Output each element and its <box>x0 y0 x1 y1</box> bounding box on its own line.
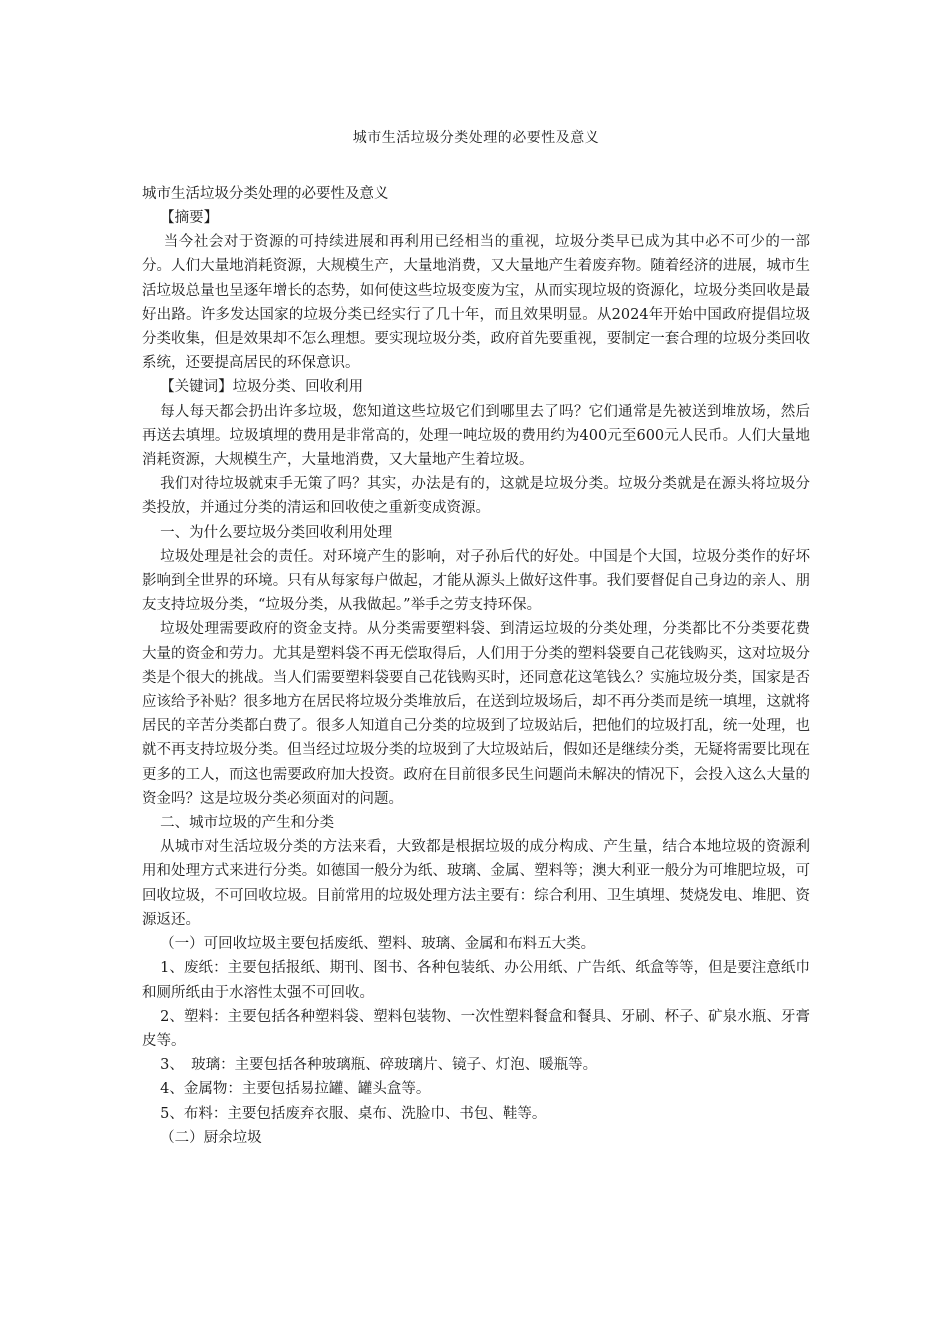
list-item: 5、布料：主要包括废弃衣服、桌布、洗脸巾、书包、鞋等。 <box>160 1105 547 1122</box>
body-paragraph: 垃圾处理是社会的责任。对环境产生的影响，对子孙后代的好处。中国是个大国，垃圾分类作的好坏影响到全世界的环境。只有从每家每户做起，才能从源头上做好这件事。我们要督促自己身边的亲人、朋友支持垃圾分类，“垃圾分类，从我做起。”举手之劳支持环保。 <box>142 548 810 614</box>
section-heading: 二、城市垃圾的产生和分类 <box>160 815 335 832</box>
document-page <box>142 128 810 1150</box>
list-item: 2、塑料：主要包括各种塑料袋、塑料包装物、一次性塑料餐盒和餐具、牙刷、杯子、矿泉水瓶、牙膏皮等。 <box>142 1008 810 1049</box>
body-paragraph: 每人每天都会扔出许多垃圾，您知道这些垃圾它们到哪里去了吗？它们通常是先被送到堆放场，然后再送去填埋。垃圾填埋的费用是非常高的，处理一吨垃圾的费用约为400元至600元人民币。人们大量地消耗资源，大规模生产，大量地消费，又大量地产生着垃圾。 <box>142 403 810 469</box>
list-item: 4、金属物：主要包括易拉罐、罐头盒等。 <box>160 1081 431 1098</box>
keywords: 【关键词】垃圾分类、回收利用 <box>160 379 364 396</box>
document-title: 城市生活垃圾分类处理的必要性及意义 <box>352 130 600 146</box>
body-paragraph: 垃圾处理需要政府的资金支持。从分类需要塑料袋、到清运垃圾的分类处理，分类都比不分类要花费大量的资金和劳力。尤其是塑料袋不再无偿取得后，人们用于分类的塑料袋要自己花钱购买，这对垃圾分类是个很大的挑战。当人们需要塑料袋要自己花钱购买时，还同意花这笔钱么？实施垃圾分类，国家是否应该给予补贴？很多地方在居民将垃圾分类堆放后，在送到垃圾场后，却不再分类而是统一填埋，这就将居民的辛苦分类都白费了。很多人知道自己分类的垃圾到了垃圾站后，把他们的垃圾打乱，统一处理，也就不再支持垃圾分类。但当经过垃圾分类的垃圾到了大垃圾站后，假如还是继续分类，无疑将需要比现在更多的工人，而这也需要政府加大投资。政府在目前很多民生问题尚未解决的情况下，会投入这么大量的资金吗？这是垃圾分类必须面对的问题。 <box>142 621 810 807</box>
list-item: 3、 玻璃：主要包括各种玻璃瓶、碎玻璃片、镜子、灯泡、暖瓶等。 <box>160 1057 598 1074</box>
section-heading: 一、为什么要垃圾分类回收利用处理 <box>160 524 393 541</box>
subsection-heading: （二）厨余垃圾 <box>160 1129 262 1146</box>
article-title: 城市生活垃圾分类处理的必要性及意义 <box>142 186 389 202</box>
body-paragraph: 我们对待垃圾就束手无策了吗？其实，办法是有的，这就是垃圾分类。垃圾分类就是在源头将垃圾分类投放，并通过分类的清运和回收使之重新变成资源。 <box>142 476 810 517</box>
body-paragraph: 从城市对生活垃圾分类的方法来看，大致都是根据垃圾的成分构成、产生量，结合本地垃圾的资源利用和处理方式来进行分类。如德国一般分为纸、玻璃、金属、塑料等；澳大利亚一般分为可堆肥垃圾，可回收垃圾，不可回收垃圾。目前常用的垃圾处理方法主要有：综合利用、卫生填埋、焚烧发电、堆肥、资源返还。 <box>142 839 810 928</box>
list-item: 1、废纸：主要包括报纸、期刊、图书、各种包装纸、办公用纸、广告纸、纸盒等等，但是要注意纸巾和厕所纸由于水溶性太强不可回收。 <box>142 960 810 1001</box>
subsection-heading: （一）可回收垃圾主要包括废纸、塑料、玻璃、金属和布料五大类。 <box>160 936 596 953</box>
abstract-label: 【摘要】 <box>160 210 219 226</box>
abstract-paragraph: 当今社会对于资源的可持续进展和再利用已经相当的重视，垃圾分类早已成为其中必不可少的一部分。人们大量地消耗资源，大规模生产，大量地消费，又大量地产生着废弃物。随着经济的进展，城市生活垃圾总量也呈逐年增长的态势，如何使这些垃圾变废为宝，从而实现垃圾的资源化，垃圾分类回收是最好出路。许多发达国家的垃圾分类已经实行了几十年，而且效果明显。从2024年开始中国政府提倡垃圾分类收集，但是效果却不怎么理想。要实现垃圾分类，政府首先要重视，要制定一套合理的垃圾分类回收系统，还要提高居民的环保意识。 <box>142 234 810 372</box>
